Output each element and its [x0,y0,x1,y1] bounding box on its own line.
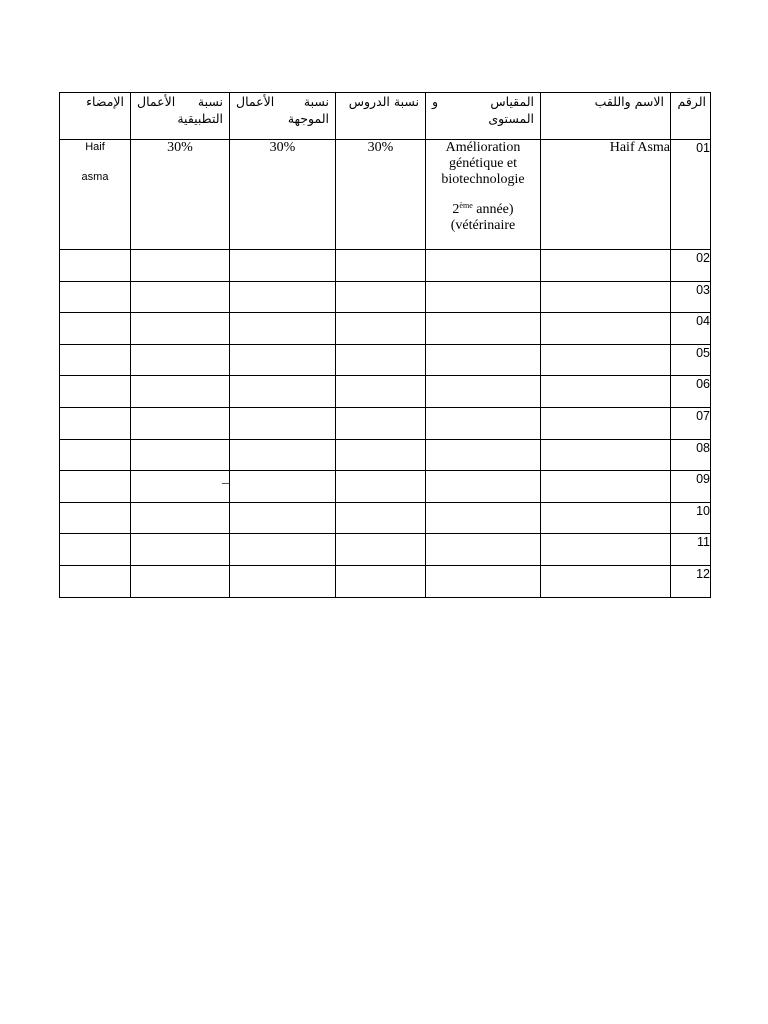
lectures-pct-cell [336,565,426,597]
signature-line-2: asma [81,171,109,183]
practical-pct-cell [131,439,230,471]
row-number-cell: 09 [671,471,711,503]
signature-cell [60,376,131,408]
module-cell [426,565,541,597]
header-signature-label: الإمضاء [86,94,124,109]
row-number-cell: 06 [671,376,711,408]
directed-pct-cell [230,565,336,597]
module-line-3: biotechnologie [441,172,525,187]
row-number-cell: 12 [671,565,711,597]
module-cell [426,502,541,534]
module-line-1: Amélioration [445,140,521,155]
row-number-cell: 07 [671,407,711,439]
signature-line-1: Haif [85,141,105,153]
module-cell [426,376,541,408]
table-row [60,439,711,471]
module-line-2: génétique et [448,156,518,171]
directed-pct-cell [230,313,336,345]
module-cell [426,471,541,503]
header-lectures-label: نسبة الدروس [348,94,419,109]
header-signature [60,93,131,140]
module-cell [426,439,541,471]
lectures-pct-cell [336,250,426,282]
header-directed [230,93,336,140]
module-cell [426,407,541,439]
row-number-cell: 03 [671,281,711,313]
header-module [426,93,541,140]
level-number: 2 [452,202,460,217]
level-superscript: ème [459,201,473,210]
table-row [60,250,711,282]
practical-pct-cell: 30% [131,140,230,250]
directed-pct-cell [230,502,336,534]
name-cell [541,439,671,471]
signature-cell [60,502,131,534]
row-number-cell: 01 [671,140,711,250]
name-cell: Haif Asma [541,140,671,250]
practical-pct-cell [131,250,230,282]
header-practical-label: نسبة الأعمال التطبيقية [137,94,223,126]
module-cell [426,250,541,282]
header-number [671,93,711,140]
lectures-pct-cell [336,313,426,345]
name-cell [541,281,671,313]
lectures-pct-cell [336,376,426,408]
name-cell [541,502,671,534]
lectures-pct-cell [336,471,426,503]
table-row [60,407,711,439]
name-cell [541,471,671,503]
signature-cell [60,281,131,313]
directed-pct-cell [230,281,336,313]
signature-cell [60,407,131,439]
header-practical [131,93,230,140]
signature-cell [60,565,131,597]
name-cell [541,376,671,408]
practical-pct-cell [131,502,230,534]
module-cell [426,534,541,566]
directed-pct-cell [230,250,336,282]
table-row [60,502,711,534]
header-directed-label: نسبة الأعمال الموجهة [236,94,329,126]
directed-pct-cell [230,471,336,503]
lectures-pct-cell [336,344,426,376]
name-cell [541,407,671,439]
table-row [60,313,711,345]
name-cell [541,565,671,597]
signature-cell [60,471,131,503]
signature-cell [60,439,131,471]
directed-pct-cell [230,407,336,439]
signature-cell [60,250,131,282]
row-number-cell: 04 [671,313,711,345]
directed-pct-cell [230,534,336,566]
table-row [60,534,711,566]
header-module-label: المقياس و المستوى [432,94,534,126]
row-number-cell: 05 [671,344,711,376]
lectures-pct-cell: 30% [336,140,426,250]
module-cell [426,344,541,376]
practical-pct-cell [131,281,230,313]
header-lectures [336,93,426,140]
signature-cell [60,534,131,566]
lectures-pct-cell [336,407,426,439]
name-cell [541,344,671,376]
row-number-cell: 10 [671,502,711,534]
row-number-cell: 11 [671,534,711,566]
table-header-row [60,93,711,140]
header-number-label: الرقم [677,94,706,109]
level-line-1 [426,202,540,218]
lectures-pct-cell [336,281,426,313]
level-line-2: (vétérinaire [450,218,516,233]
header-name-label: الاسم واللقب [594,94,664,109]
practical-pct-cell [131,565,230,597]
practical-pct-cell [131,313,230,345]
table-row [60,344,711,376]
practical-pct-cell [131,344,230,376]
module-cell [426,281,541,313]
module-cell [426,140,541,250]
module-cell [426,313,541,345]
practical-pct-cell [131,376,230,408]
table-row [60,471,711,503]
table-row [60,376,711,408]
row-number-cell: 08 [671,439,711,471]
assignment-table [59,92,711,598]
signature-cell [60,313,131,345]
name-cell [541,313,671,345]
directed-pct-cell [230,376,336,408]
practical-pct-cell [131,534,230,566]
signature-cell [60,344,131,376]
practical-pct-cell [131,407,230,439]
directed-pct-cell [230,439,336,471]
practical-pct-cell: _ [131,471,230,503]
lectures-pct-cell [336,502,426,534]
name-cell [541,534,671,566]
row-number-cell: 02 [671,250,711,282]
table-row [60,281,711,313]
name-cell [541,250,671,282]
header-name [541,93,671,140]
level-year: année) [472,202,514,217]
lectures-pct-cell [336,534,426,566]
directed-pct-cell: 30% [230,140,336,250]
signature-cell [60,140,131,250]
table-row [60,140,711,250]
table-row [60,565,711,597]
directed-pct-cell [230,344,336,376]
lectures-pct-cell [336,439,426,471]
